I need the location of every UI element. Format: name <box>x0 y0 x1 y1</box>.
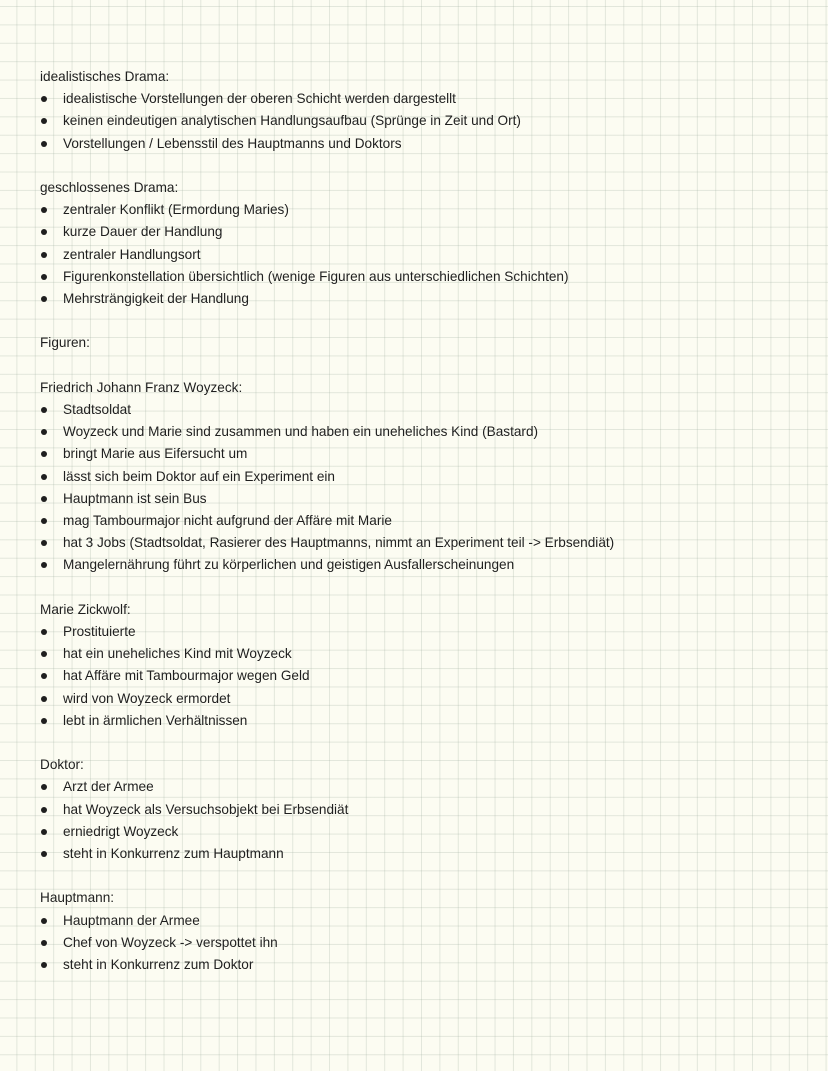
bullet-icon <box>41 141 47 147</box>
list-item-text: erniedrigt Woyzeck <box>63 823 179 839</box>
list-item <box>40 244 800 266</box>
bullet-icon <box>41 474 47 480</box>
note-content <box>40 66 800 998</box>
bullet-icon <box>41 496 47 502</box>
list-item <box>40 266 800 288</box>
bullet-icon <box>41 940 47 946</box>
bullet-icon <box>41 718 47 724</box>
list-item-text: Arzt der Armee <box>63 779 154 795</box>
bullet-icon <box>41 562 47 568</box>
bullet-icon <box>41 451 47 457</box>
list-item-text: idealistische Vorstellungen der oberen Schicht werden dargestellt <box>63 91 456 107</box>
section-heading: idealistisches Drama: <box>40 69 170 84</box>
section-heading: Figuren: <box>40 335 90 351</box>
list-item-text: hat Woyzeck als Versuchsobjekt bei Erbsendiät <box>63 801 349 817</box>
section-heading: Marie Zickwolf: <box>40 601 131 617</box>
bullet-icon <box>41 207 47 213</box>
section-hauptmann <box>40 887 800 976</box>
list-item-text: bringt Marie aus Eifersucht um <box>63 446 248 462</box>
list-item <box>40 88 800 110</box>
list-item <box>40 288 800 310</box>
list-item-text: Prostituierte <box>63 624 136 640</box>
bullet-icon <box>41 962 47 968</box>
list-item-text: zentraler Konflikt (Ermordung Maries) <box>63 202 289 218</box>
list-item <box>40 443 800 465</box>
list-item <box>40 510 800 532</box>
bullet-icon <box>41 407 47 413</box>
list-item-text: Vorstellungen / Lebensstil des Hauptmanns und Doktors <box>63 135 402 151</box>
list-item <box>40 643 800 665</box>
bullet-icon <box>41 673 47 679</box>
list-item <box>40 199 800 221</box>
bullet-icon <box>41 696 47 702</box>
list-item-text: wird von Woyzeck ermordet <box>63 690 231 706</box>
bullet-icon <box>41 540 47 546</box>
section-figuren <box>40 332 800 354</box>
list-item-text: Mangelernährung führt zu körperlichen und geistigen Ausfallerscheinungen <box>63 557 515 573</box>
list-item-text: Woyzeck und Marie sind zusammen und haben ein uneheliches Kind (Bastard) <box>63 424 539 440</box>
list-item <box>40 399 800 421</box>
list-item <box>40 466 800 488</box>
list-item <box>40 910 800 932</box>
list-item-text: Stadtsoldat <box>63 402 132 417</box>
list-item-text: Figurenkonstellation übersichtlich (wenige Figuren aus unterschiedlichen Schichten) <box>63 268 569 284</box>
list-item <box>40 554 800 576</box>
bullet-icon <box>41 518 47 524</box>
section-heading: Friedrich Johann Franz Woyzeck: <box>40 379 243 395</box>
list-item-text: steht in Konkurrenz zum Doktor <box>63 957 254 973</box>
bullet-list <box>40 910 800 977</box>
list-item <box>40 532 800 554</box>
bullet-icon <box>41 118 47 124</box>
list-item-text: lebt in ärmlichen Verhältnissen <box>63 712 248 728</box>
list-item-text: Mehrsträngigkeit der Handlung <box>63 291 249 307</box>
list-item <box>40 421 800 443</box>
section-heading: geschlossenes Drama: <box>40 180 179 195</box>
section-geschlossenes-drama <box>40 177 800 310</box>
bullet-icon <box>41 651 47 657</box>
bullet-icon <box>41 918 47 924</box>
bullet-icon <box>41 229 47 235</box>
list-item-text: Chef von Woyzeck -> verspottet ihn <box>63 934 278 950</box>
bullet-icon <box>41 784 47 790</box>
bullet-list <box>40 776 800 865</box>
bullet-icon <box>41 429 47 435</box>
list-item <box>40 710 800 732</box>
list-item <box>40 954 800 976</box>
list-item-text: Hauptmann ist sein Bus <box>63 490 207 506</box>
list-item <box>40 488 800 510</box>
section-doktor <box>40 754 800 865</box>
list-item-text: zentraler Handlungsort <box>63 246 201 262</box>
list-item <box>40 776 800 798</box>
section-heading: Doktor: <box>40 757 84 773</box>
bullet-icon <box>41 296 47 302</box>
bullet-icon <box>41 96 47 102</box>
list-item <box>40 821 800 843</box>
bullet-icon <box>41 851 47 857</box>
bullet-icon <box>41 629 47 635</box>
bullet-list <box>40 621 800 732</box>
list-item <box>40 843 800 865</box>
list-item-text: hat Affäre mit Tambourmajor wegen Geld <box>63 668 310 684</box>
list-item <box>40 799 800 821</box>
list-item <box>40 688 800 710</box>
list-item <box>40 665 800 687</box>
list-item-text: keinen eindeutigen analytischen Handlungsaufbau (Sprünge in Zeit und Ort) <box>63 113 521 129</box>
list-item <box>40 221 800 243</box>
list-item-text: steht in Konkurrenz zum Hauptmann <box>63 846 284 862</box>
list-item-text: lässt sich beim Doktor auf ein Experiment ein <box>63 468 335 484</box>
bullet-list <box>40 199 800 310</box>
list-item-text: kurze Dauer der Handlung <box>63 224 223 240</box>
section-woyzeck <box>40 377 800 577</box>
list-item <box>40 133 800 155</box>
bullet-icon <box>41 252 47 258</box>
bullet-icon <box>41 274 47 280</box>
section-idealistisches-drama <box>40 66 800 155</box>
bullet-list <box>40 88 800 155</box>
list-item-text: hat 3 Jobs (Stadtsoldat, Rasierer des Hauptmanns, nimmt an Experiment teil -> Erbsendiät) <box>63 535 615 551</box>
section-heading: Hauptmann: <box>40 890 115 906</box>
bullet-list <box>40 399 800 577</box>
bullet-icon <box>41 807 47 813</box>
list-item-text: hat ein uneheliches Kind mit Woyzeck <box>63 646 292 662</box>
list-item <box>40 932 800 954</box>
section-marie <box>40 599 800 732</box>
bullet-icon <box>41 829 47 835</box>
list-item-text: mag Tambourmajor nicht aufgrund der Affäre mit Marie <box>63 513 392 529</box>
list-item-text: Hauptmann der Armee <box>63 912 200 928</box>
list-item <box>40 110 800 132</box>
list-item <box>40 621 800 643</box>
